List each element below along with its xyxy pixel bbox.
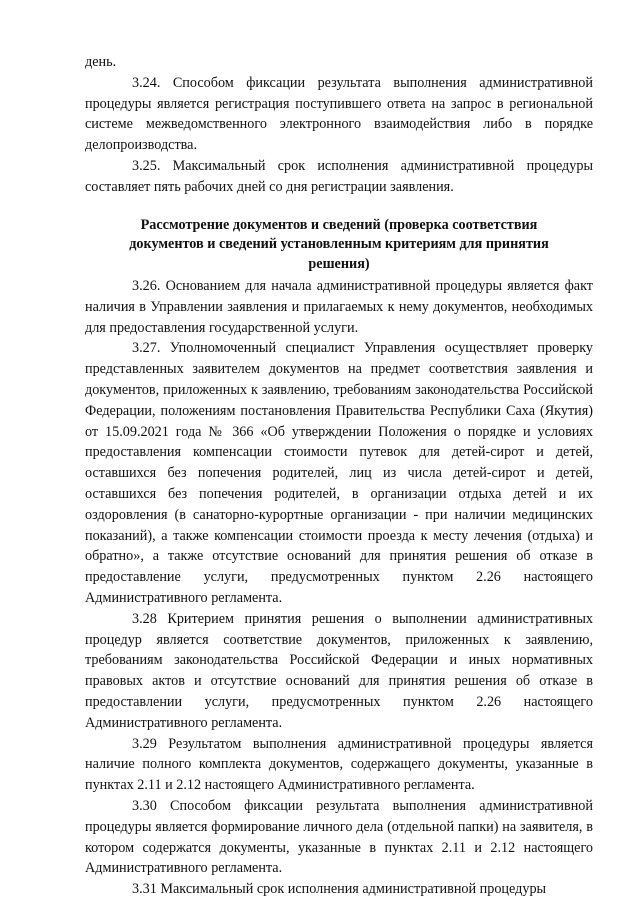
paragraph-3-30: 3.30 Способом фиксации результата выполнения административной процедуры является формирование личного дела (отдельной папки) на заявителя, в котором содержатся документы, указанные в пунктах 2.11 и 2.12 настоящего Административного регламента.	[85, 798, 593, 877]
document-body	[85, 52, 593, 900]
paragraph-3-25: 3.25. Максимальный срок исполнения административной процедуры составляет пять рабочих дней со дня регистрации заявления.	[85, 157, 593, 195]
paragraph-3-26: 3.26. Основанием для начала административной процедуры является факт наличия в Управлении заявления и прилагаемых к нему документов, необходимых для предоставления государственной услуги.	[85, 278, 593, 336]
paragraph-3-31: 3.31 Максимальный срок исполнения административной процедуры	[132, 881, 547, 898]
paragraph-continuation: день.	[85, 54, 117, 70]
paragraph-3-28: 3.28 Критерием принятия решения о выполнении административных процедур является соответствие документов, приложенных к заявлению, требованиям законодательства Российской Федерации и иных нормативных правовых актов и отсутствие оснований для принятия решения об отказе в предоставлении услуги, предусмотренных пунктом 2.26 настоящего Административного регламента.	[85, 610, 593, 731]
paragraph-3-24: 3.24. Способом фиксации результата выполнения административной процедуры является регистрация поступившего ответа на запрос в региональной системе межведомственного электронного взаимодействия либо в порядке делопроизводства.	[85, 74, 593, 154]
section-heading: Рассмотрение документов и сведений (проверка соответствия документов и сведений установленным критериям для принятия решения)	[129, 216, 549, 272]
paragraph-3-29: 3.29 Результатом выполнения административной процедуры является наличие полного комплекта документов, содержащего документы, указанные в пунктах 2.11 и 2.12 настоящего Административного регламента.	[85, 735, 593, 794]
paragraph-3-27: 3.27. Уполномоченный специалист Управления осуществляет проверку представленных заявителем документов на предмет соответствия заявления и документов, приложенных к заявлению, требованиям законодательства Российской Федерации, положениям постановления Правительства Республики Саха (Якутия) от 15.09.2021 года № 366 «Об утверждении Положения о порядке и условиях предоставления компенсации стоимости путевок для детей-сирот и детей, оставшихся без попечения родителей, лиц из числа детей-сирот и детей, оставшихся без попечения родителей, в организации отдыха детей и их оздоровления (в санаторно-курортные организации - при наличии медицинских показаний), а также компенсации стоимости проезда к месту лечения (отдыха) и обратно», а также отсутствие оснований для принятия решения об отказе в предоставление услуги, предусмотренных пунктом 2.26 настоящего Административного регламента.	[85, 340, 593, 607]
